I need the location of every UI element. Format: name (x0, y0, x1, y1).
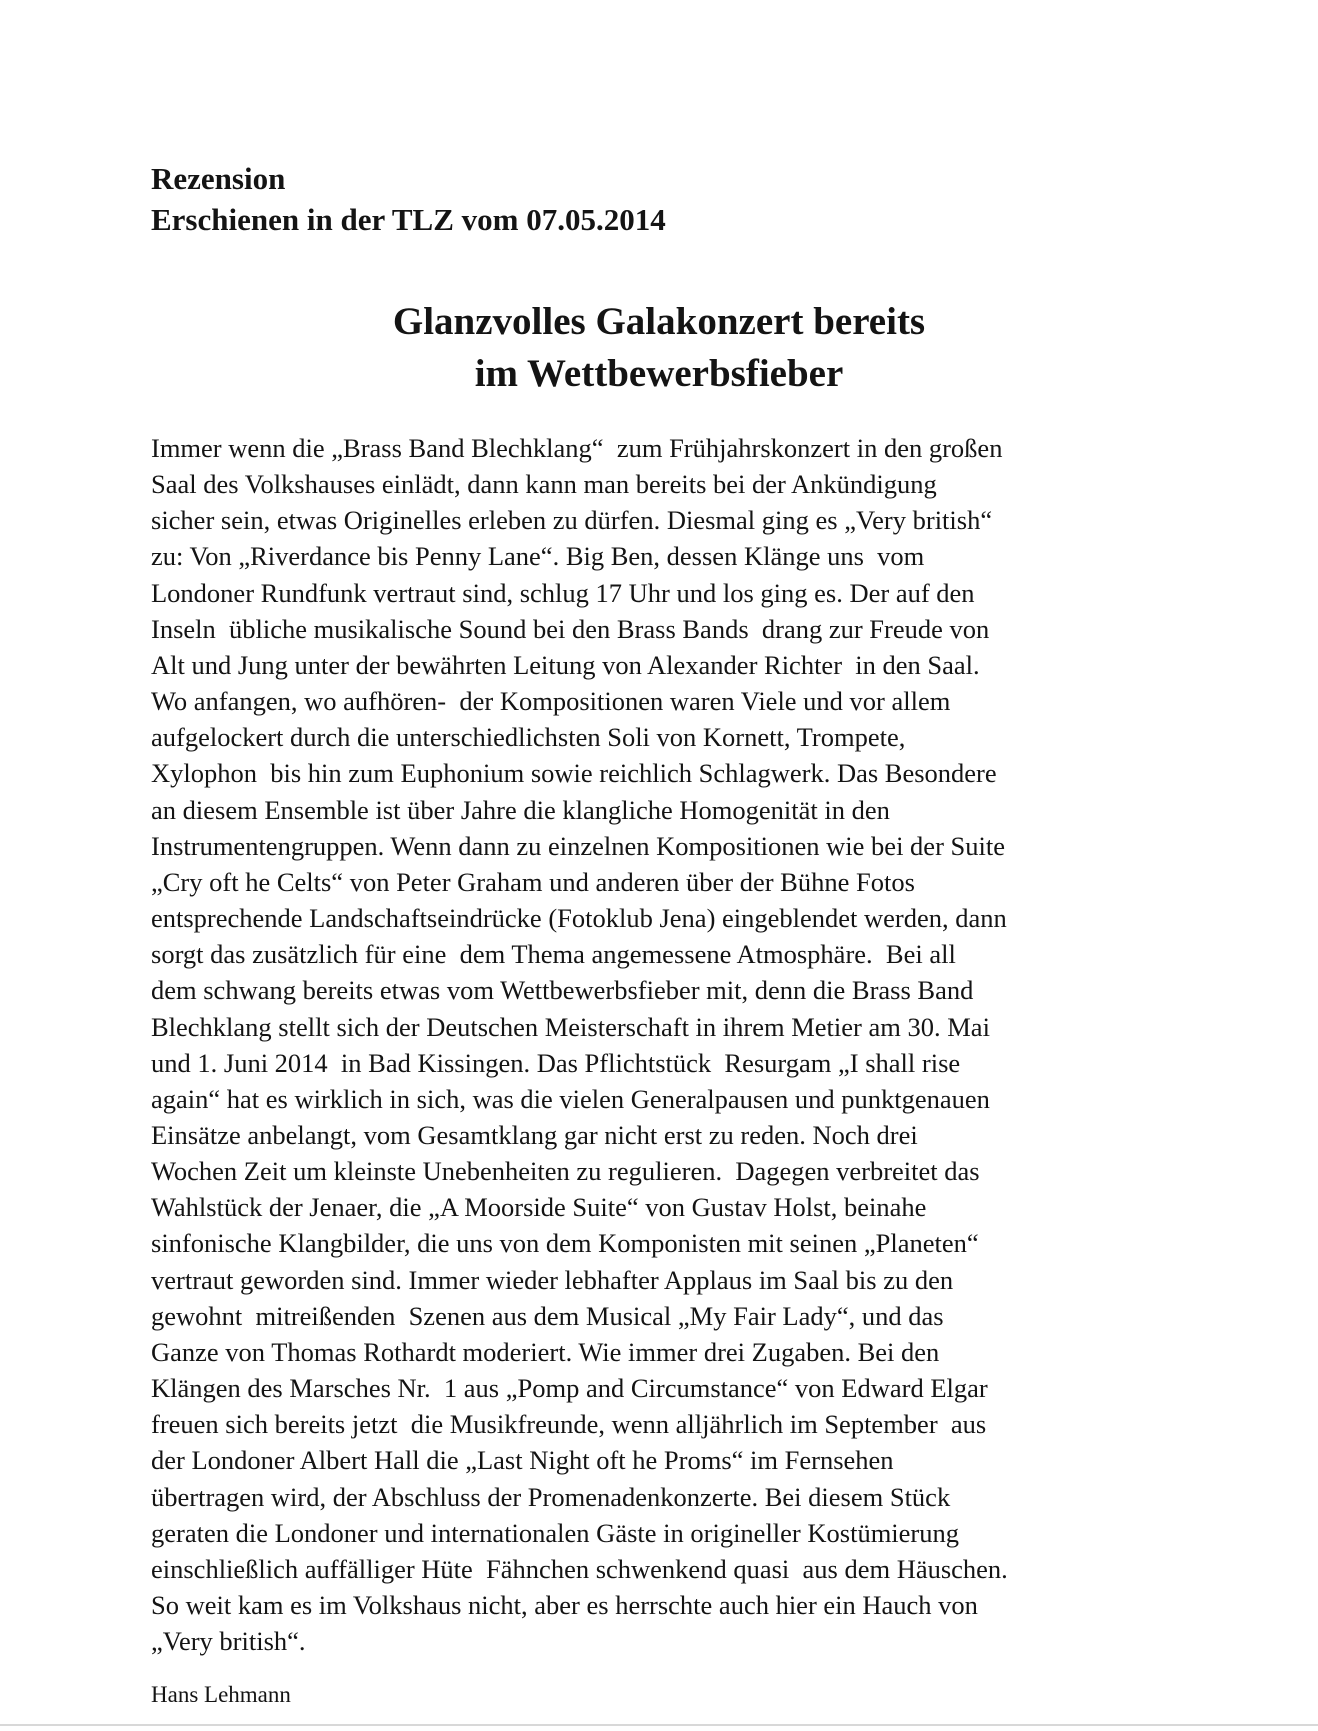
body-line: Inseln übliche musikalische Sound bei den Brass Bands drang zur Freude von (151, 613, 990, 644)
body-line: „Very british“. (151, 1626, 306, 1657)
body-line: Einsätze anbelangt, vom Gesamtklang gar nicht erst zu reden. Noch drei (151, 1119, 918, 1150)
header-label: Rezension (151, 161, 286, 196)
body-line: entsprechende Landschaftseindrücke (Fotoklub Jena) eingeblendet werden, dann (151, 903, 1007, 934)
body-line: Ganze von Thomas Rothardt moderiert. Wie immer drei Zugaben. Bei den (151, 1336, 940, 1367)
body-line: So weit kam es im Volkshaus nicht, aber es herrschte auch hier ein Hauch von (151, 1590, 978, 1620)
title-line-2: im Wettbewerbsfieber (474, 352, 844, 395)
body-line: der Londoner Albert Hall die „Last Night oft he Proms“ im Fernsehen (151, 1445, 894, 1476)
body-line: zu: Von „Riverdance bis Penny Lane“. Big Ben, dessen Klänge uns vom (151, 541, 925, 572)
body-line: Wo anfangen, wo aufhören- der Kompositionen waren Viele und vor allem (151, 686, 951, 717)
author-name: Hans Lehmann (151, 1682, 291, 1707)
page-bottom-edge (0, 1724, 1318, 1726)
article-body (151, 430, 1271, 1659)
publication-info: Erschienen in der TLZ vom 07.05.2014 (151, 202, 666, 237)
body-line: übertragen wird, der Abschluss der Promenadenkonzerte. Bei diesem Stück (151, 1481, 951, 1512)
body-line: again“ hat es wirklich in sich, was die vielen Generalpausen und punktgenauen (151, 1083, 990, 1114)
body-line: dem schwang bereits etwas vom Wettbewerbsfieber mit, denn die Brass Band (151, 975, 974, 1006)
body-line: Xylophon bis hin zum Euphonium sowie reichlich Schlagwerk. Das Besondere (151, 758, 997, 789)
body-line: sinfonische Klangbilder, die uns von dem Komponisten mit seinen „Planeten“ (151, 1228, 979, 1259)
body-line: Immer wenn die „Brass Band Blechklang“ zum Frühjahrskonzert in den großen (151, 433, 1003, 463)
body-line: sicher sein, etwas Originelles erleben zu dürfen. Diesmal ging es „Very british“ (151, 505, 993, 536)
body-line: und 1. Juni 2014 in Bad Kissingen. Das Pflichtstück Resurgam „I shall rise (151, 1047, 961, 1078)
body-line: Alt und Jung unter der bewährten Leitung von Alexander Richter in den Saal. (151, 649, 980, 680)
body-line: Wochen Zeit um kleinste Unebenheiten zu regulieren. Dagegen verbreitet das (151, 1156, 980, 1187)
body-line: gewohnt mitreißenden Szenen aus dem Musical „My Fair Lady“, und das (151, 1300, 944, 1331)
body-line: Instrumentengruppen. Wenn dann zu einzelnen Kompositionen wie bei der Suite (151, 830, 1005, 861)
body-line: „Cry oft he Celts“ von Peter Graham und anderen über der Bühne Fotos (151, 866, 915, 897)
body-line: geraten die Londoner und internationalen Gäste in origineller Kostümierung (151, 1517, 960, 1548)
body-line: Klängen des Marsches Nr. 1 aus „Pomp and Circumstance“ von Edward Elgar (151, 1373, 988, 1404)
body-line: Wahlstück der Jenaer, die „A Moorside Suite“ von Gustav Holst, beinahe (151, 1192, 927, 1223)
body-line: Londoner Rundfunk vertraut sind, schlug 17 Uhr und los ging es. Der auf den (151, 577, 975, 608)
body-line: aufgelockert durch die unterschiedlichsten Soli von Kornett, Trompete, (151, 722, 906, 753)
body-line: sorgt das zusätzlich für eine dem Thema angemessene Atmosphäre. Bei all (151, 939, 956, 970)
title-line-1: Glanzvolles Galakonzert bereits (392, 300, 926, 343)
body-line: freuen sich bereits jetzt die Musikfreunde, wenn alljährlich im September aus (151, 1409, 987, 1440)
article-title (0, 296, 1318, 400)
body-line: Blechklang stellt sich der Deutschen Meisterschaft in ihrem Metier am 30. Mai (151, 1011, 990, 1042)
body-line: an diesem Ensemble ist über Jahre die klangliche Homogenität in den (151, 794, 890, 825)
body-line: Saal des Volkshauses einlädt, dann kann man bereits bei der Ankündigung (151, 469, 937, 500)
body-line: vertraut geworden sind. Immer wieder lebhafter Applaus im Saal bis zu den (151, 1264, 954, 1295)
document-header (151, 158, 666, 240)
body-line: einschließlich auffälliger Hüte Fähnchen schwenkend quasi aus dem Häuschen. (151, 1553, 1008, 1584)
